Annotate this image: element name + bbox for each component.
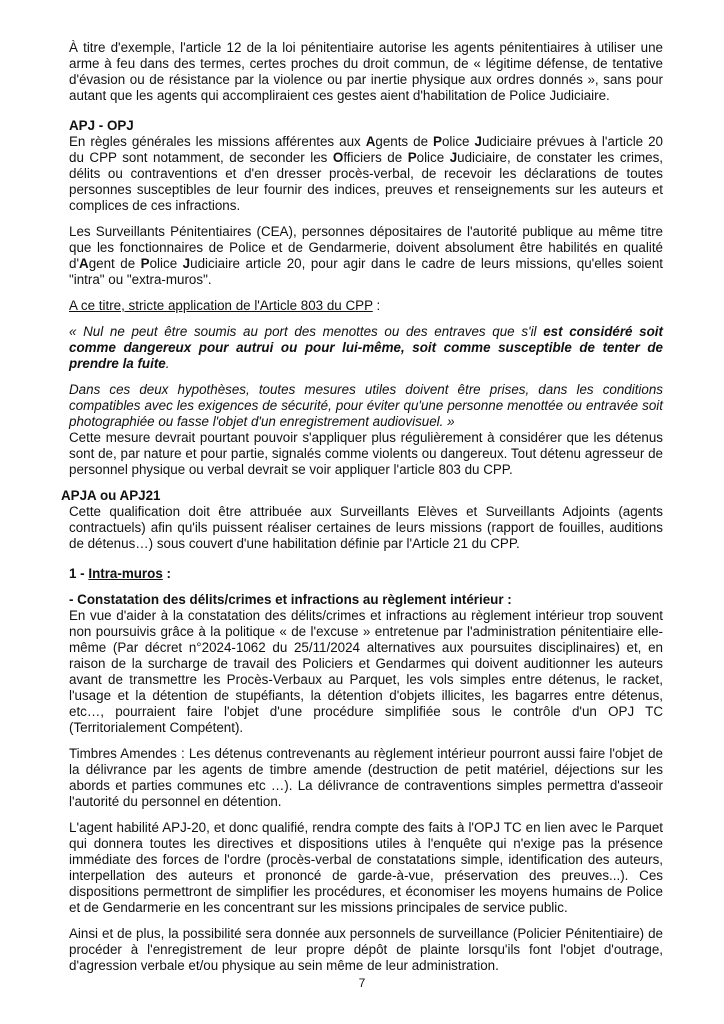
text-run-bold: A <box>79 256 89 271</box>
intro-paragraph: À titre d'exemple, l'article 12 de la loi pénitentiaire autorise les agents pénitentiaires à utiliser une arme à feu dans des termes, certes proches du droit commun, de « légitime défense, de tentative d'évasion ou de résistance par la violence ou par inertie physique aux ordres donnés », sans pour autant que les agents qui accompliraient ces gestes aient d'habilitation de Police Judiciaire. <box>69 40 663 103</box>
quote-article-803-part1 <box>69 324 663 372</box>
agent-habilite-paragraph: L'agent habilité APJ-20, et donc qualifié, rendra compte des faits à l'OPJ TC en lien avec le Parquet qui donnera toutes les directives et dispositions utiles à l'enquête qui n'exige pas la présence immédiate des forces de l'ordre (procès-verbal de constatations simple, identification des auteurs, interpellation des auteurs et prononcé de garde-à-vue, préservation des preuves...). Ces dispositions permettront de simplifier les procédures, et économiser les moyens humains de Police et de Gendarmerie en les concentrant sur les missions principales de service public. <box>69 820 663 915</box>
text-run: gent de <box>88 256 141 271</box>
apja-paragraph: Cette qualification doit être attribuée aux Surveillants Elèves et Surveillants Adjoints (agents contractuels) afin qu'ils puissent réaliser certaines de leurs missions (rapport de fouilles, auditions de détenus…) sous couvert d'une habilitation définie par l'Article 21 du CPP. <box>69 504 663 551</box>
text-run: : <box>162 566 171 581</box>
text-run: udiciaire prévues à l'article 20 du CPP sont notamment, de seconder les <box>69 134 663 165</box>
text-run: 1 - <box>69 566 89 581</box>
article-803-intro <box>69 298 663 314</box>
text-run: gents de <box>375 134 434 149</box>
text-run: fficiers de <box>343 150 408 165</box>
text-run: olice <box>416 150 450 165</box>
text-run: « Nul ne peut être soumis au port des menottes ou des entraves que s'il <box>69 324 544 339</box>
article-803-link-text: A ce titre, stricte application de l'Article 803 du CPP <box>69 298 373 313</box>
surveillants-paragraph <box>69 224 663 288</box>
text-run-bold: P <box>140 256 150 271</box>
subheading-constatation: - Constatation des délits/crimes et infractions au règlement intérieur : <box>69 592 512 607</box>
text-run-bold: P <box>407 150 417 165</box>
text-run: En règles générales les missions afférentes aux <box>69 134 366 149</box>
text-run: udiciaire, de constater les crimes, délits ou contraventions et d'en dresser procès-verbal, de recevoir les déclarations de toutes personnes susceptibles de leur fournir des indices, preuves et renseignements sur les auteurs et complices de ces infractions. <box>69 150 664 213</box>
section-heading-intra-muros <box>69 566 663 582</box>
text-run-underlined: Intra-muros <box>88 566 163 581</box>
page-number: 7 <box>358 976 366 990</box>
text-run: : <box>372 298 381 313</box>
quote-article-803-part2: Dans ces deux hypothèses, toutes mesures utiles doivent être prises, dans les conditions compatibles avec les exigences de sécurité, pour éviter qu'une personne menottée ou entravée soit photographiée ou fasse l'objet d'un enregistrement audiovisuel. » <box>69 382 663 429</box>
section-heading-apj-opj: APJ - OPJ <box>69 118 134 133</box>
text-run-bold: est considéré soit comme dangereux pour autrui ou pour lui-même, soit comme susceptible de tenter de prendre la fuite <box>69 324 663 371</box>
text-run-bold: J <box>449 150 458 165</box>
text-run-bold: A <box>365 134 376 149</box>
timbres-amendes-paragraph: Timbres Amendes : Les détenus contrevenants au règlement intérieur pourront aussi faire l'objet de la délivrance par les agents de timbre amende (destruction de petit matériel, déjections sur les abords et parties communes etc …). La délivrance de contraventions simples permettra d'asseoir l'autorité du personnel en détention. <box>69 746 663 809</box>
text-run-bold: O <box>332 150 344 165</box>
constatation-paragraph: En vue d'aider à la constatation des délits/crimes et infractions au règlement intérieur trop souvent non poursuivis grâce à la politique « de l'excuse » entretenue par l'administration pénitentiaire elle-même (Par décret n°2024-1062 du 25/11/2024 alternatives aux poursuites disciplinaires) et, en raison de la surcharge de travail des Policiers et Gendarmes qui doivent auditionner les auteurs avant de transmettre les Procès-Verbaux au Parquet, les vols simples entre détenus, le racket, l'usage et la détention de stupéfiants, la détention d'objets illicites, les bagarres entre détenus, etc…, pourraient faire l'objet d'une procédure simplifiée sous le contrôle d'un OPJ TC (Territorialement Compétent). <box>69 608 663 735</box>
text-run: . <box>165 356 170 371</box>
text-run-bold: J <box>474 134 482 149</box>
depot-plainte-paragraph: Ainsi et de plus, la possibilité sera donnée aux personnels de surveillance (Policier Pénitentiaire) de procéder à l'enregistrement de leur propre dépôt de plainte lorsqu'ils font l'objet d'outrage, d'agression verbale et/ou physique au sein même de leur administration. <box>69 926 663 973</box>
text-run: olice <box>441 134 475 149</box>
text-run-bold: P <box>433 134 442 149</box>
text-run: olice <box>149 256 183 271</box>
document-page <box>61 40 664 984</box>
text-run: udiciaire article 20, pour agir dans le cadre de leurs missions, qu'elles soient "intra" ou "extra-muros". <box>69 256 663 287</box>
mesure-paragraph: Cette mesure devrait pourtant pouvoir s'appliquer plus régulièrement à considérer que les détenus sont de, par nature et pour partie, signalés comme violents ou dangereux. Tout détenu agresseur de personnel physique ou verbal devrait se voir appliquer l'article 803 du CPP. <box>69 430 663 477</box>
text-run-bold: J <box>182 256 191 271</box>
section-heading-apja: APJA ou APJ21 <box>61 488 161 503</box>
text-run: Les Surveillants Pénitentiaires (CEA), personnes dépositaires de l'autorité publique au même titre que les fonctionnaires de Police et de Gendarmerie, doivent absolument être habilités en qualité d' <box>69 224 663 271</box>
apj-missions-paragraph <box>69 134 663 214</box>
